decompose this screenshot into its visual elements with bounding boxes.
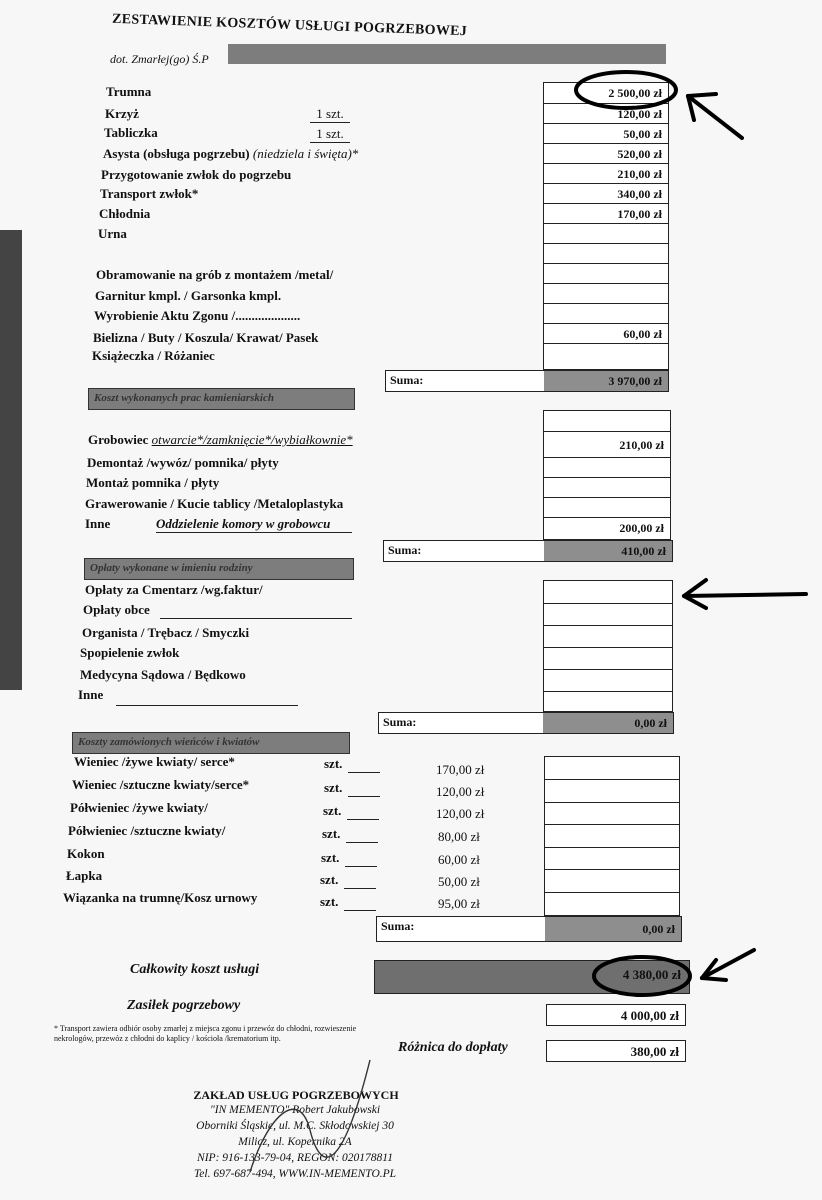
company-nip-regon: NIP: 916-133-79-04, REGON: 020178811 [197, 1152, 393, 1164]
unit-price: 120,00 zł [436, 784, 485, 799]
value-cell: 2 500,00 zł [608, 86, 662, 100]
item-label: Transport zwłok* [100, 186, 199, 201]
sum-value: 3 970,00 zł [544, 371, 668, 391]
sum-label: Suma: [383, 715, 417, 729]
sum-label: Suma: [381, 919, 415, 933]
section2-header: Koszt wykonanych prac kamieniarskich [88, 388, 355, 410]
item-label: Wiązanka na trumnę/Kosz urnowy [63, 890, 258, 905]
difference-value: 380,00 zł [546, 1040, 686, 1062]
document-title: ZESTAWIENIE KOSZTÓW USŁUGI POGRZEBOWEJ [111, 11, 468, 40]
arrow-icon [684, 580, 806, 608]
allowance-value: 4 000,00 zł [546, 1004, 686, 1026]
qty-unit: szt. [324, 780, 343, 795]
circle-mark-icon [594, 957, 690, 995]
section4-header: Koszty zamówionych wieńców i kwiatów [72, 732, 350, 754]
item-label: Półwieniec /sztuczne kwiaty/ [68, 823, 226, 838]
item-label: Przygotowanie zwłok do pogrzebu [101, 167, 292, 182]
item-label: Asysta (obsługa pogrzebu) (niedziela i święta)* [103, 146, 359, 161]
item-label: Organista / Trębacz / Smyczki [82, 625, 250, 640]
circle-mark-icon [576, 72, 676, 108]
qty-unit: szt. [320, 894, 339, 909]
footnote: * Transport zawiera odbiór osoby zmarłej z miejsca zgonu i przewóz do chłodni, rozwieszenie nekrologów, przewóz z chłodni do kaplicy / kościoła /krematorium itp. [54, 1024, 357, 1043]
sum-label: Suma: [388, 543, 422, 557]
value-cell: 520,00 zł [544, 143, 668, 163]
unit-price: 120,00 zł [436, 806, 485, 821]
item-label: Opłaty za Cmentarz /wg.faktur/ [85, 582, 263, 597]
total-value: 4 380,00 zł [622, 967, 681, 982]
unit-price: 95,00 zł [438, 896, 480, 911]
difference-label: Różnica do dopłaty [398, 1040, 508, 1055]
item-label: Tabliczka [104, 125, 158, 140]
qty-unit: szt. [322, 826, 341, 841]
company-contact: Tel. 697-687-494, WWW.IN-MEMENTO.PL [193, 1168, 397, 1180]
item-label: Urna [98, 226, 127, 241]
qty-krzyz: 1 szt. [310, 106, 350, 123]
sum-value: 410,00 zł [544, 541, 672, 561]
sum-label: Suma: [390, 373, 424, 387]
item-label: Medycyna Sądowa / Będkowo [80, 667, 246, 682]
value-cell: 210,00 zł [544, 431, 670, 457]
value-cell: 60,00 zł [544, 323, 668, 343]
signature-icon [250, 1060, 370, 1172]
item-label: Wieniec /sztuczne kwiaty/serce* [72, 777, 250, 792]
unit-price: 80,00 zł [438, 829, 480, 844]
arrow-icon [688, 94, 742, 138]
item-label: Garnitur kmpl. / Garsonka kmpl. [95, 288, 282, 303]
company-address-1: Oborniki Śląskie, ul. M.C. Skłodowskiej 30 [196, 1120, 394, 1132]
total-label: Całkowity koszt usługi [130, 962, 260, 977]
item-label: Wyrobienie Aktu Zgonu /.................... [94, 308, 301, 323]
item-label: Kokon [67, 846, 105, 861]
section3-header: Opłaty wykonane w imieniu rodziny [84, 558, 354, 580]
company-name: ZAKŁAD USŁUG POGRZEBOWYCH [193, 1088, 399, 1102]
value-cell: 50,00 zł [544, 123, 668, 143]
qty-unit: szt. [320, 872, 339, 887]
value-cell: 200,00 zł [544, 517, 670, 537]
value-cell: 170,00 zł [544, 203, 668, 223]
unit-price: 170,00 zł [436, 762, 485, 777]
item-label: Montaż pomnika / płyty [86, 475, 220, 490]
item-label: Krzyż [105, 106, 139, 121]
item-label: Grobowiec otwarcie*/zamknięcie*/wybiałkownie* [88, 432, 353, 447]
item-label: Półwieniec /żywe kwiaty/ [70, 800, 208, 815]
qty-unit: szt. [321, 850, 340, 865]
item-label: Grawerowanie / Kucie tablicy /Metaloplastyka [85, 496, 344, 511]
sum-value: 0,00 zł [543, 713, 673, 733]
item-label: Bielizna / Buty / Koszula/ Krawat/ Pasek [93, 330, 319, 345]
unit-price: 60,00 zł [438, 852, 480, 867]
value-cell: 210,00 zł [544, 163, 668, 183]
item-label: Spopielenie zwłok [80, 645, 180, 660]
value-cell: 120,00 zł [544, 103, 668, 123]
company-owner: "IN MEMENTO" Robert Jakubowski [209, 1104, 381, 1116]
item-label: Obramowanie na grób z montażem /metal/ [96, 267, 334, 282]
item-label: Łapka [66, 868, 103, 883]
sum-value: 0,00 zł [545, 917, 681, 941]
allowance-label: Zasiłek pogrzebowy [127, 998, 241, 1013]
item-label: Trumna [106, 84, 152, 99]
item-label: Chłodnia [99, 206, 151, 221]
company-address-2: Milicz, ul. Kopernika 2A [238, 1136, 352, 1148]
qty-unit: szt. [323, 803, 342, 818]
item-label: Demontaż /wywóz/ pomnika/ płyty [87, 455, 279, 470]
item-label: Inne [85, 516, 111, 531]
arrow-icon [702, 950, 754, 980]
other-note: Oddzielenie komory w grobowcu [156, 516, 352, 533]
item-label: Opłaty obce [83, 602, 150, 617]
qty-tabliczka: 1 szt. [310, 126, 350, 143]
value-cell: 340,00 zł [544, 183, 668, 203]
qty-unit: szt. [324, 756, 343, 771]
unit-price: 50,00 zł [438, 874, 480, 889]
deceased-label: dot. Zmarłej(go) Ś.P [110, 52, 209, 66]
item-label: Wieniec /żywe kwiaty/ serce* [74, 754, 235, 769]
item-label: Książeczka / Różaniec [92, 348, 215, 363]
item-label: Inne [78, 687, 104, 702]
